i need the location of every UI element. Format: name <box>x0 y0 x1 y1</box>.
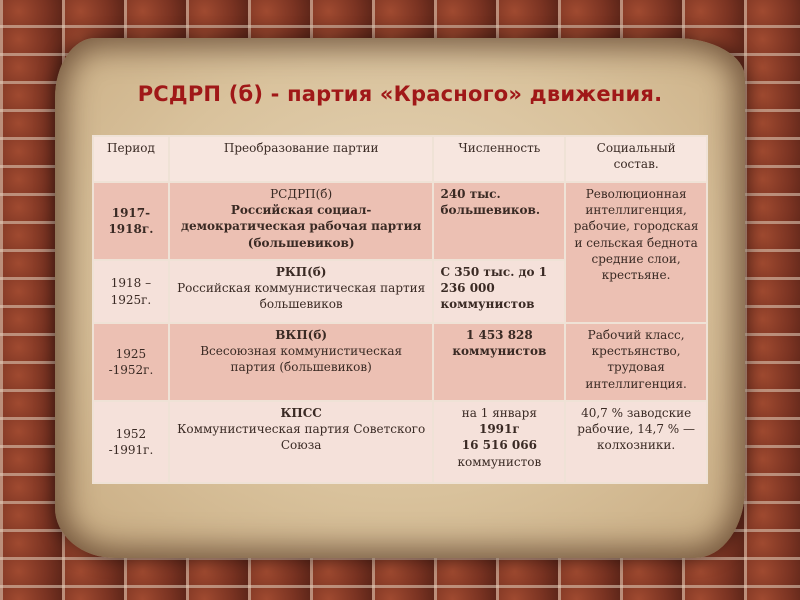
size-year: 1991г <box>478 422 520 437</box>
size-value: 16 516 066 <box>461 438 537 453</box>
party-abbr: РКП(б) <box>275 265 327 279</box>
size-cell <box>433 401 565 483</box>
table-header-row <box>93 136 707 182</box>
social-cell: Рабочий класс, крестьянство, трудовая интеллигенция. <box>565 323 707 401</box>
size-prefix: на 1 января <box>461 406 537 420</box>
slide-title: РСДРП (б) - партия «Красного» движения. <box>137 82 663 106</box>
table-row <box>93 182 707 260</box>
size-cell: С 350 тыс. до 1 236 000 коммунистов <box>433 260 565 323</box>
period-cell: 1925 -1952г. <box>93 323 169 401</box>
social-cell: Революционная интеллигенция, рабочие, городская и сельская беднота средние слои, крестьяне. <box>565 182 707 323</box>
size-cell: 240 тыс. большевиков. <box>433 182 565 260</box>
header-transformation: Преобразование партии <box>169 136 434 182</box>
party-name: Всесоюзная коммунистическая партия (большевиков) <box>200 344 403 375</box>
transformation-cell <box>169 401 434 483</box>
header-period: Период <box>93 136 169 182</box>
period-cell: 1952 -1991г. <box>93 401 169 483</box>
transformation-cell <box>169 323 434 401</box>
party-history-table <box>92 135 708 484</box>
transformation-cell <box>169 260 434 323</box>
period-cell: 1917-1918г. <box>93 182 169 260</box>
header-size: Численность <box>433 136 565 182</box>
size-cell: 1 453 828 коммунистов <box>433 323 565 401</box>
transformation-cell <box>169 182 434 260</box>
party-name: Коммунистическая партия Советского Союза <box>177 422 426 453</box>
size-suffix: коммунистов <box>457 454 542 469</box>
party-abbr: РСДРП(б) <box>270 187 333 201</box>
party-name: Российская коммунистическая партия большевиков <box>177 281 426 312</box>
table-row <box>93 401 707 483</box>
period-cell: 1918 –1925г. <box>93 260 169 323</box>
table-row <box>93 323 707 401</box>
party-abbr: ВКП(б) <box>275 328 328 342</box>
social-cell: 40,7 % заводские рабочие, 14,7 % — колхозники. <box>565 401 707 483</box>
party-name: Российская социал-демократическая рабочая партия (большевиков) <box>180 203 422 250</box>
party-abbr: КПСС <box>280 406 322 420</box>
header-social: Социальный состав. <box>565 136 707 182</box>
